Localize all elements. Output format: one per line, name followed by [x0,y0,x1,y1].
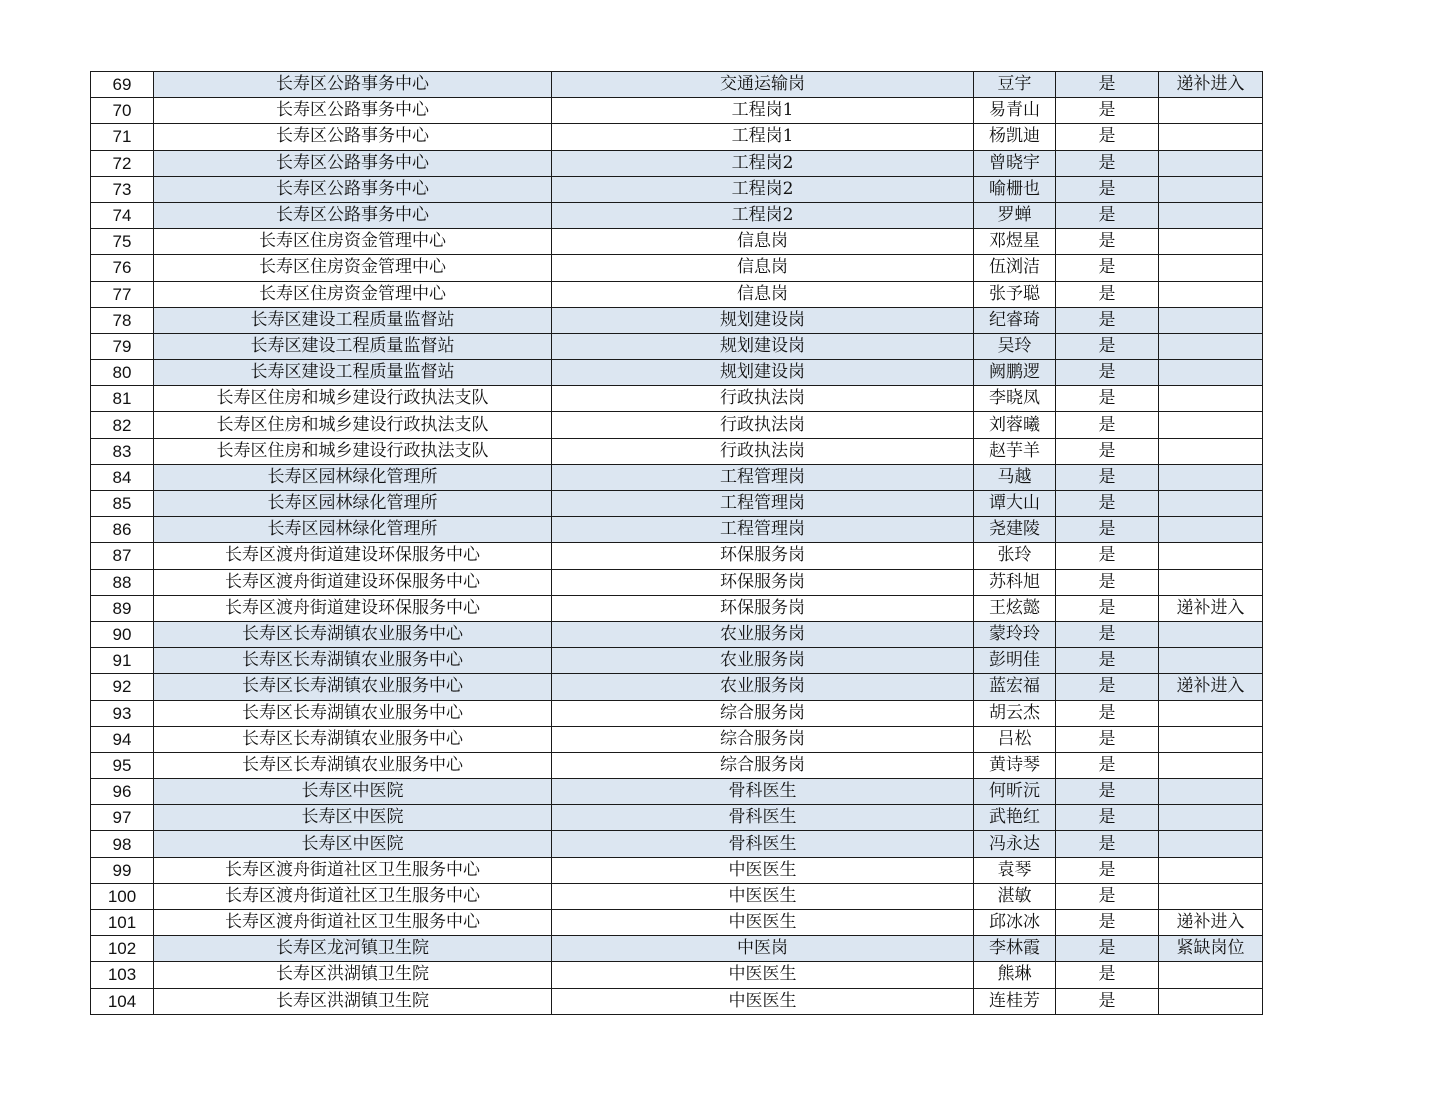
post-cell: 中医医生 [552,988,974,1014]
table-row [91,595,1263,621]
row-number-cell: 79 [91,333,154,359]
note-cell [1159,124,1263,150]
name-cell: 刘蓉曦 [974,412,1056,438]
row-number-cell: 78 [91,307,154,333]
unit-cell: 长寿区洪湖镇卫生院 [154,988,552,1014]
note-cell [1159,726,1263,752]
unit-cell: 长寿区园林绿化管理所 [154,464,552,490]
post-cell: 农业服务岗 [552,648,974,674]
name-cell: 熊琳 [974,962,1056,988]
row-number-cell: 71 [91,124,154,150]
name-cell: 蒙玲玲 [974,621,1056,647]
unit-cell: 长寿区园林绿化管理所 [154,491,552,517]
qualified-cell: 是 [1056,176,1159,202]
unit-cell: 长寿区公路事务中心 [154,150,552,176]
unit-cell: 长寿区公路事务中心 [154,124,552,150]
table-row [91,491,1263,517]
table-row [91,910,1263,936]
unit-cell: 长寿区中医院 [154,831,552,857]
unit-cell: 长寿区住房和城乡建设行政执法支队 [154,386,552,412]
post-cell: 中医岗 [552,936,974,962]
name-cell: 冯永达 [974,831,1056,857]
qualified-cell: 是 [1056,595,1159,621]
qualified-cell: 是 [1056,517,1159,543]
qualified-cell: 是 [1056,779,1159,805]
table-row [91,962,1263,988]
unit-cell: 长寿区公路事务中心 [154,98,552,124]
table-row [91,831,1263,857]
name-cell: 易青山 [974,98,1056,124]
table-row [91,72,1263,98]
row-number-cell: 82 [91,412,154,438]
post-cell: 农业服务岗 [552,621,974,647]
name-cell: 邱冰冰 [974,910,1056,936]
qualified-cell: 是 [1056,72,1159,98]
row-number-cell: 99 [91,857,154,883]
post-cell: 交通运输岗 [552,72,974,98]
table-row [91,464,1263,490]
qualified-cell: 是 [1056,936,1159,962]
note-cell [1159,805,1263,831]
name-cell: 李林霞 [974,936,1056,962]
unit-cell: 长寿区住房资金管理中心 [154,229,552,255]
row-number-cell: 69 [91,72,154,98]
qualified-cell: 是 [1056,726,1159,752]
table-row [91,883,1263,909]
qualified-cell: 是 [1056,386,1159,412]
unit-cell: 长寿区住房资金管理中心 [154,281,552,307]
note-cell [1159,281,1263,307]
note-cell [1159,857,1263,883]
post-cell: 工程管理岗 [552,464,974,490]
post-cell: 规划建设岗 [552,307,974,333]
row-number-cell: 86 [91,517,154,543]
post-cell: 中医医生 [552,962,974,988]
post-cell: 工程管理岗 [552,491,974,517]
unit-cell: 长寿区建设工程质量监督站 [154,360,552,386]
candidate-table [90,71,1263,1015]
table-row [91,386,1263,412]
unit-cell: 长寿区中医院 [154,805,552,831]
name-cell: 纪睿琦 [974,307,1056,333]
post-cell: 工程岗2 [552,202,974,228]
name-cell: 苏科旭 [974,569,1056,595]
note-cell [1159,360,1263,386]
name-cell: 湛敏 [974,883,1056,909]
unit-cell: 长寿区公路事务中心 [154,202,552,228]
row-number-cell: 89 [91,595,154,621]
note-cell [1159,569,1263,595]
post-cell: 工程岗1 [552,124,974,150]
row-number-cell: 76 [91,255,154,281]
table-body [91,72,1263,1015]
qualified-cell: 是 [1056,910,1159,936]
post-cell: 骨科医生 [552,831,974,857]
table-row [91,412,1263,438]
name-cell: 连桂芳 [974,988,1056,1014]
unit-cell: 长寿区渡舟街道社区卫生服务中心 [154,910,552,936]
row-number-cell: 85 [91,491,154,517]
row-number-cell: 104 [91,988,154,1014]
name-cell: 王炫懿 [974,595,1056,621]
name-cell: 伍浏洁 [974,255,1056,281]
row-number-cell: 74 [91,202,154,228]
table-row [91,360,1263,386]
post-cell: 工程岗2 [552,150,974,176]
table-row [91,438,1263,464]
name-cell: 张玲 [974,543,1056,569]
name-cell: 杨凯迪 [974,124,1056,150]
unit-cell: 长寿区渡舟街道社区卫生服务中心 [154,857,552,883]
row-number-cell: 102 [91,936,154,962]
note-cell [1159,962,1263,988]
qualified-cell: 是 [1056,648,1159,674]
note-cell [1159,176,1263,202]
note-cell: 紧缺岗位 [1159,936,1263,962]
unit-cell: 长寿区渡舟街道社区卫生服务中心 [154,883,552,909]
post-cell: 工程岗1 [552,98,974,124]
post-cell: 环保服务岗 [552,543,974,569]
unit-cell: 长寿区渡舟街道建设环保服务中心 [154,569,552,595]
row-number-cell: 90 [91,621,154,647]
table-row [91,674,1263,700]
qualified-cell: 是 [1056,857,1159,883]
row-number-cell: 75 [91,229,154,255]
note-cell [1159,517,1263,543]
row-number-cell: 96 [91,779,154,805]
name-cell: 黄诗琴 [974,752,1056,778]
row-number-cell: 81 [91,386,154,412]
note-cell [1159,779,1263,805]
post-cell: 行政执法岗 [552,412,974,438]
post-cell: 综合服务岗 [552,726,974,752]
unit-cell: 长寿区渡舟街道建设环保服务中心 [154,595,552,621]
qualified-cell: 是 [1056,255,1159,281]
name-cell: 邓煜星 [974,229,1056,255]
table-row [91,621,1263,647]
qualified-cell: 是 [1056,962,1159,988]
unit-cell: 长寿区洪湖镇卫生院 [154,962,552,988]
table-row [91,333,1263,359]
note-cell [1159,202,1263,228]
row-number-cell: 92 [91,674,154,700]
qualified-cell: 是 [1056,229,1159,255]
row-number-cell: 73 [91,176,154,202]
note-cell [1159,333,1263,359]
post-cell: 综合服务岗 [552,752,974,778]
name-cell: 蓝宏福 [974,674,1056,700]
post-cell: 信息岗 [552,281,974,307]
name-cell: 吴玲 [974,333,1056,359]
name-cell: 赵芋羊 [974,438,1056,464]
qualified-cell: 是 [1056,569,1159,595]
table-row [91,988,1263,1014]
post-cell: 中医医生 [552,857,974,883]
qualified-cell: 是 [1056,412,1159,438]
qualified-cell: 是 [1056,752,1159,778]
table-row [91,98,1263,124]
post-cell: 骨科医生 [552,805,974,831]
qualified-cell: 是 [1056,281,1159,307]
row-number-cell: 87 [91,543,154,569]
post-cell: 工程管理岗 [552,517,974,543]
post-cell: 中医医生 [552,883,974,909]
name-cell: 袁琴 [974,857,1056,883]
table-row [91,543,1263,569]
table-row [91,936,1263,962]
unit-cell: 长寿区渡舟街道建设环保服务中心 [154,543,552,569]
post-cell: 行政执法岗 [552,386,974,412]
note-cell [1159,648,1263,674]
table-row [91,176,1263,202]
qualified-cell: 是 [1056,543,1159,569]
note-cell: 递补进入 [1159,72,1263,98]
name-cell: 谭大山 [974,491,1056,517]
row-number-cell: 91 [91,648,154,674]
unit-cell: 长寿区长寿湖镇农业服务中心 [154,700,552,726]
note-cell: 递补进入 [1159,674,1263,700]
note-cell [1159,438,1263,464]
name-cell: 吕松 [974,726,1056,752]
name-cell: 罗蝉 [974,202,1056,228]
table-row [91,648,1263,674]
name-cell: 何昕沅 [974,779,1056,805]
table-row [91,281,1263,307]
qualified-cell: 是 [1056,883,1159,909]
note-cell [1159,307,1263,333]
note-cell: 递补进入 [1159,910,1263,936]
unit-cell: 长寿区中医院 [154,779,552,805]
row-number-cell: 93 [91,700,154,726]
qualified-cell: 是 [1056,150,1159,176]
unit-cell: 长寿区园林绿化管理所 [154,517,552,543]
qualified-cell: 是 [1056,464,1159,490]
name-cell: 胡云杰 [974,700,1056,726]
row-number-cell: 95 [91,752,154,778]
note-cell [1159,491,1263,517]
post-cell: 信息岗 [552,255,974,281]
row-number-cell: 83 [91,438,154,464]
note-cell [1159,464,1263,490]
name-cell: 马越 [974,464,1056,490]
row-number-cell: 97 [91,805,154,831]
table-row [91,805,1263,831]
unit-cell: 长寿区住房和城乡建设行政执法支队 [154,438,552,464]
name-cell: 喻栅也 [974,176,1056,202]
name-cell: 阙鹏逻 [974,360,1056,386]
qualified-cell: 是 [1056,438,1159,464]
post-cell: 信息岗 [552,229,974,255]
note-cell [1159,412,1263,438]
qualified-cell: 是 [1056,700,1159,726]
qualified-cell: 是 [1056,988,1159,1014]
qualified-cell: 是 [1056,674,1159,700]
row-number-cell: 100 [91,883,154,909]
post-cell: 农业服务岗 [552,674,974,700]
unit-cell: 长寿区建设工程质量监督站 [154,307,552,333]
row-number-cell: 77 [91,281,154,307]
note-cell [1159,700,1263,726]
name-cell: 尧建陵 [974,517,1056,543]
unit-cell: 长寿区长寿湖镇农业服务中心 [154,674,552,700]
qualified-cell: 是 [1056,307,1159,333]
post-cell: 骨科医生 [552,779,974,805]
note-cell [1159,255,1263,281]
table-row [91,124,1263,150]
row-number-cell: 101 [91,910,154,936]
qualified-cell: 是 [1056,805,1159,831]
table-row [91,700,1263,726]
row-number-cell: 84 [91,464,154,490]
qualified-cell: 是 [1056,98,1159,124]
unit-cell: 长寿区长寿湖镇农业服务中心 [154,648,552,674]
table-row [91,779,1263,805]
post-cell: 规划建设岗 [552,333,974,359]
table-row [91,517,1263,543]
table-row [91,255,1263,281]
note-cell [1159,98,1263,124]
name-cell: 豆宇 [974,72,1056,98]
qualified-cell: 是 [1056,360,1159,386]
table-row [91,229,1263,255]
unit-cell: 长寿区建设工程质量监督站 [154,333,552,359]
row-number-cell: 94 [91,726,154,752]
row-number-cell: 72 [91,150,154,176]
name-cell: 曾晓宇 [974,150,1056,176]
unit-cell: 长寿区住房和城乡建设行政执法支队 [154,412,552,438]
name-cell: 彭明佳 [974,648,1056,674]
qualified-cell: 是 [1056,124,1159,150]
note-cell [1159,752,1263,778]
post-cell: 环保服务岗 [552,595,974,621]
unit-cell: 长寿区住房资金管理中心 [154,255,552,281]
post-cell: 规划建设岗 [552,360,974,386]
table-row [91,202,1263,228]
qualified-cell: 是 [1056,831,1159,857]
unit-cell: 长寿区长寿湖镇农业服务中心 [154,726,552,752]
note-cell: 递补进入 [1159,595,1263,621]
qualified-cell: 是 [1056,491,1159,517]
note-cell [1159,543,1263,569]
unit-cell: 长寿区公路事务中心 [154,72,552,98]
note-cell [1159,229,1263,255]
note-cell [1159,988,1263,1014]
qualified-cell: 是 [1056,333,1159,359]
post-cell: 中医医生 [552,910,974,936]
name-cell: 武艳红 [974,805,1056,831]
qualified-cell: 是 [1056,621,1159,647]
table-row [91,150,1263,176]
post-cell: 环保服务岗 [552,569,974,595]
note-cell [1159,621,1263,647]
name-cell: 张予聪 [974,281,1056,307]
table-row [91,857,1263,883]
unit-cell: 长寿区公路事务中心 [154,176,552,202]
note-cell [1159,150,1263,176]
note-cell [1159,831,1263,857]
note-cell [1159,386,1263,412]
table-row [91,726,1263,752]
unit-cell: 长寿区长寿湖镇农业服务中心 [154,752,552,778]
row-number-cell: 70 [91,98,154,124]
post-cell: 行政执法岗 [552,438,974,464]
table-row [91,307,1263,333]
unit-cell: 长寿区龙河镇卫生院 [154,936,552,962]
row-number-cell: 98 [91,831,154,857]
qualified-cell: 是 [1056,202,1159,228]
post-cell: 工程岗2 [552,176,974,202]
row-number-cell: 80 [91,360,154,386]
row-number-cell: 88 [91,569,154,595]
unit-cell: 长寿区长寿湖镇农业服务中心 [154,621,552,647]
post-cell: 综合服务岗 [552,700,974,726]
note-cell [1159,883,1263,909]
table-row [91,569,1263,595]
table-row [91,752,1263,778]
row-number-cell: 103 [91,962,154,988]
name-cell: 李晓凤 [974,386,1056,412]
